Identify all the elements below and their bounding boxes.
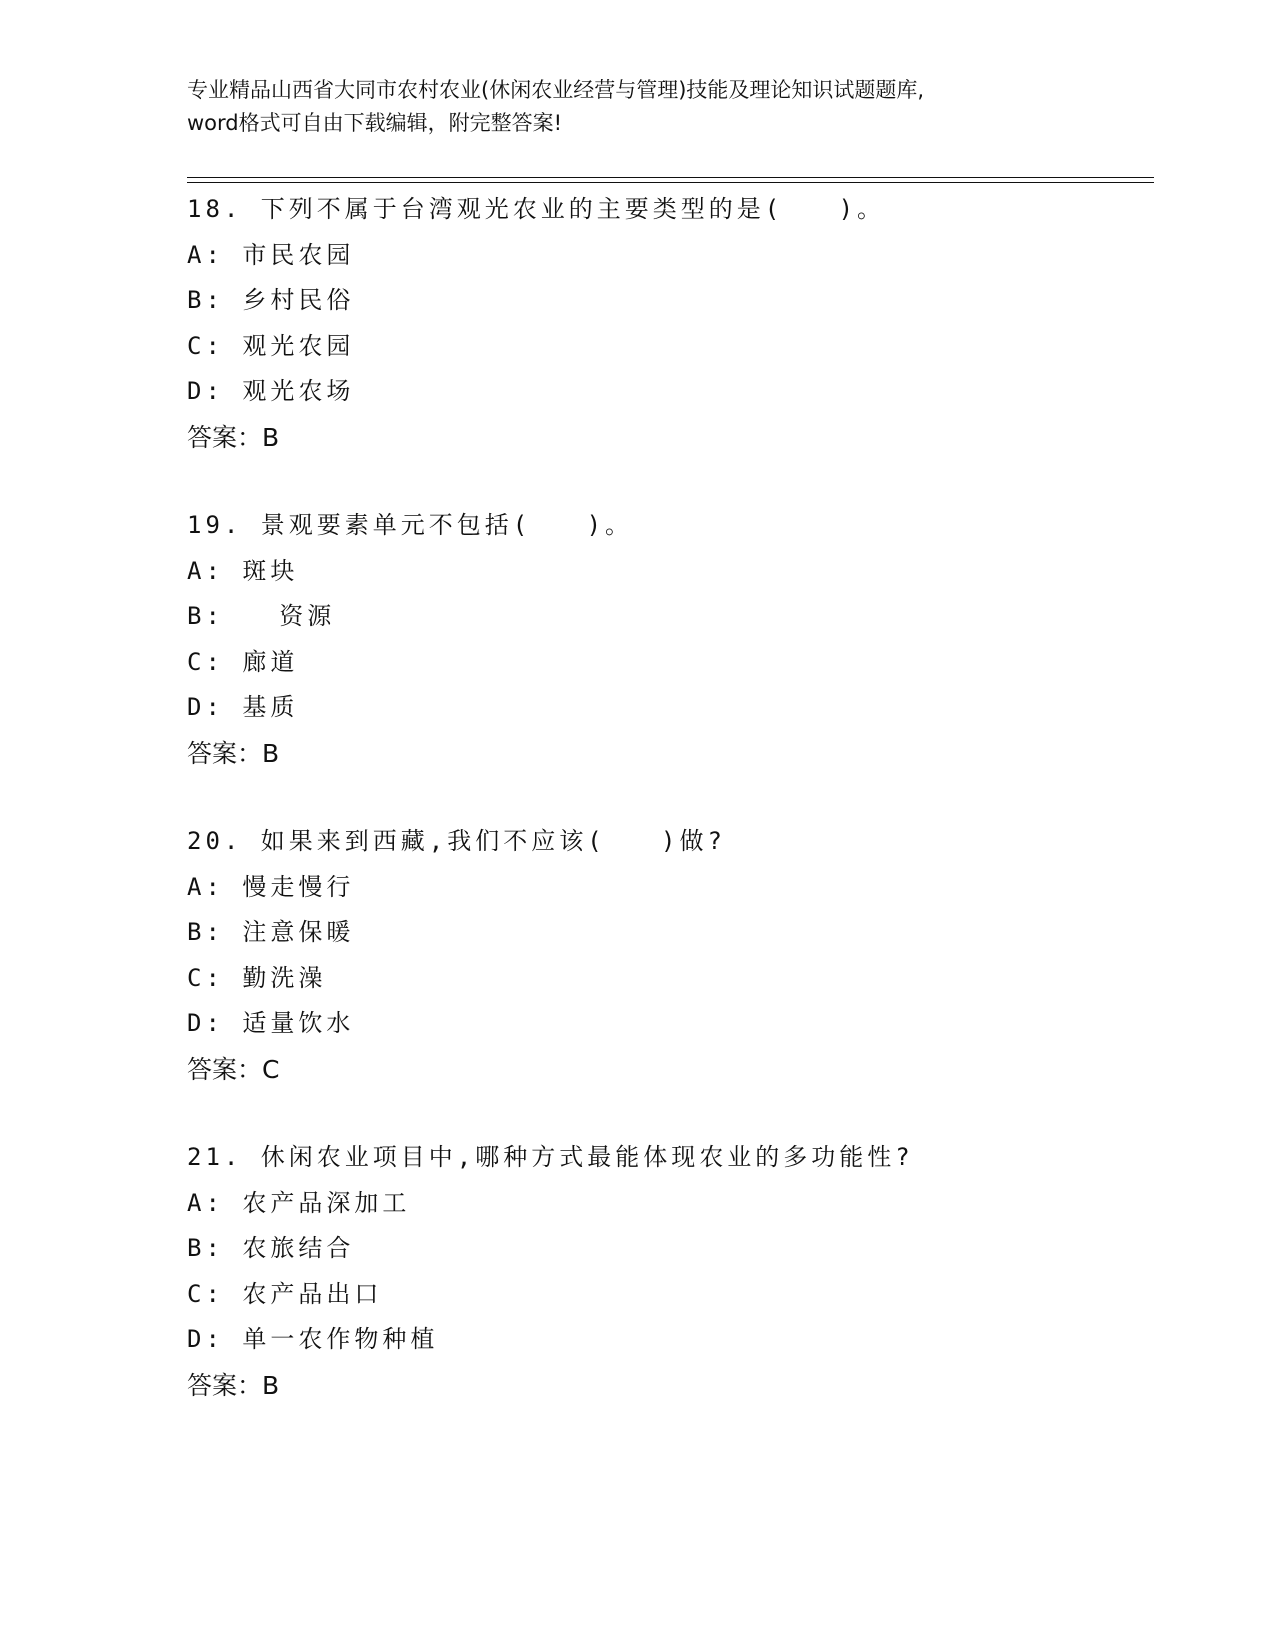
header-line-1: 专业精品山西省大同市农村农业(休闲农业经营与管理)技能及理论知识试题题库, [187,78,925,102]
option-a: A: 斑块 [187,556,299,585]
question-block [187,187,1147,460]
question-stem: 19. 景观要素单元不包括( )。 [187,511,634,539]
option-a: A: 慢走慢行 [187,872,355,901]
document-header [187,74,1087,140]
option-a: A: 农产品深加工 [187,1188,411,1217]
option-c: C: 观光农园 [187,331,355,360]
option-c: C: 廊道 [187,647,299,676]
option-a: A: 市民农园 [187,240,355,269]
question-block [187,1135,1147,1408]
option-b: B: 资源 [187,602,336,630]
option-c: C: 农产品出口 [187,1279,383,1308]
option-b: B: 农旅结合 [187,1234,355,1262]
option-b: B: 注意保暖 [187,918,355,946]
question-stem: 18. 下列不属于台湾观光农业的主要类型的是( )。 [187,195,886,223]
question-block [187,503,1147,776]
question-block [187,819,1147,1092]
option-c: C: 勤洗澡 [187,963,327,992]
header-line-2: word格式可自由下载编辑，附完整答案! [187,111,563,135]
question-stem: 21. 休闲农业项目中,哪种方式最能体现农业的多功能性? [187,1143,914,1171]
answer-line: 答案：C [187,1054,280,1084]
question-stem: 20. 如果来到西藏,我们不应该( )做? [187,827,726,855]
option-d: D: 单一农作物种植 [187,1325,439,1353]
option-d: D: 基质 [187,693,299,721]
answer-line: 答案：B [187,1370,280,1400]
option-d: D: 观光农场 [187,377,355,405]
header-divider-bottom [187,182,1154,183]
header-divider-top [187,177,1154,178]
option-d: D: 适量饮水 [187,1009,355,1037]
answer-line: 答案：B [187,738,280,768]
answer-line: 答案：B [187,422,280,452]
option-b: B: 乡村民俗 [187,286,355,314]
